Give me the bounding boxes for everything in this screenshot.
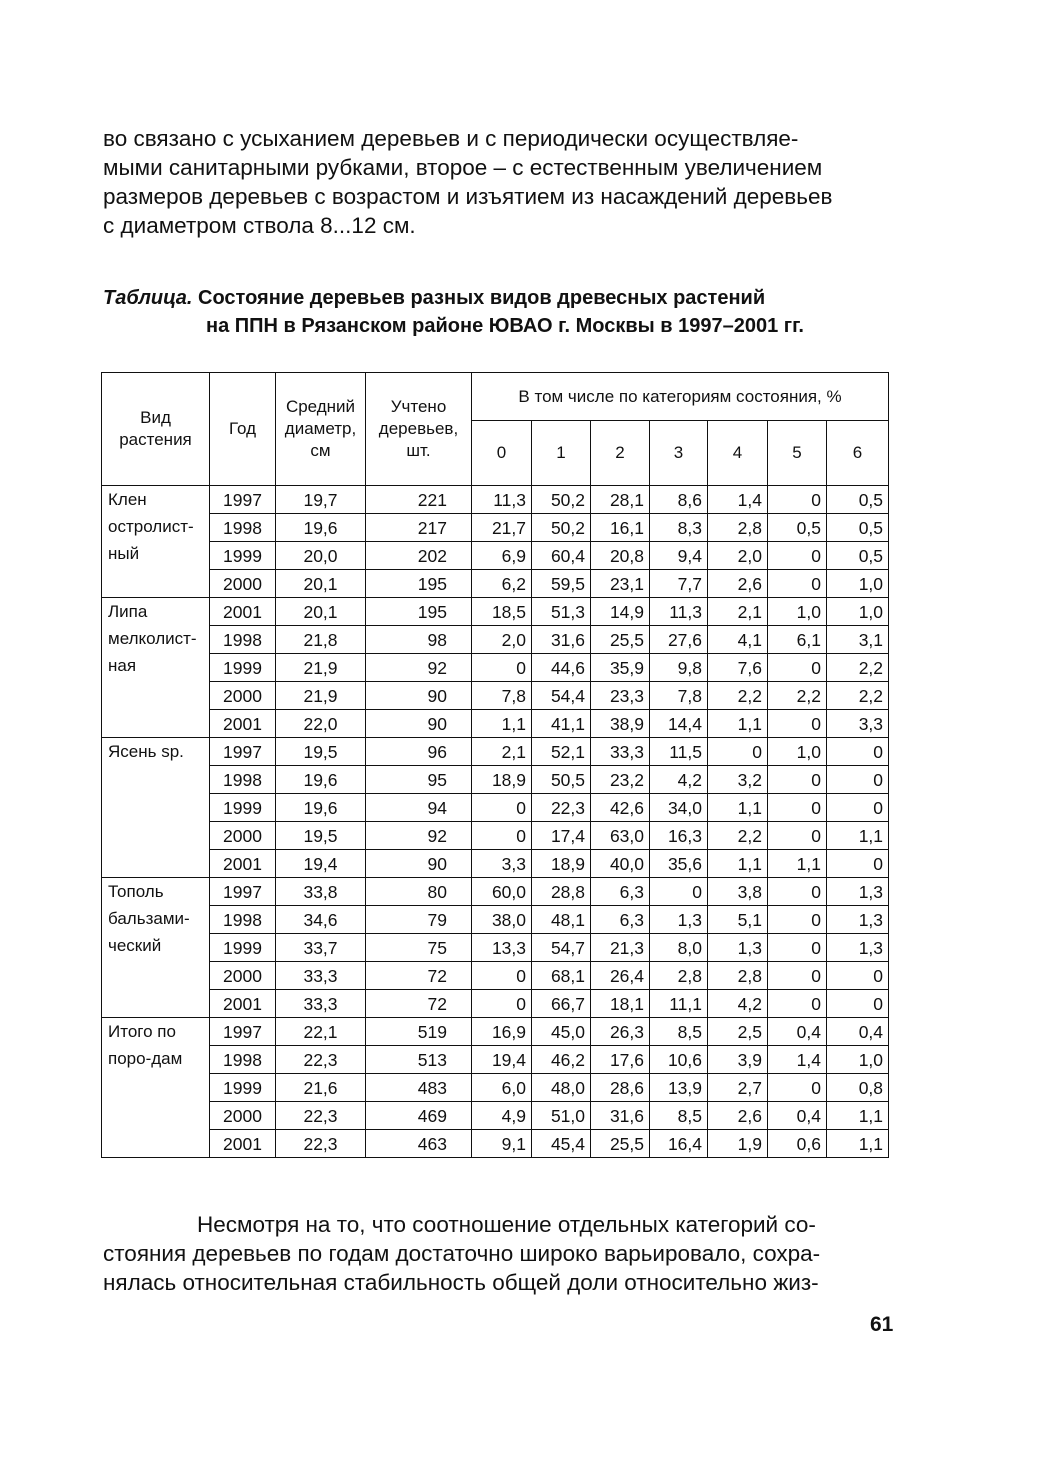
category-1-cell: 46,2: [532, 1046, 591, 1074]
year-cell: 1999: [210, 1074, 276, 1102]
diameter-cell: 20,1: [276, 570, 366, 598]
diameter-cell: 19,7: [276, 486, 366, 514]
count-cell: 96: [366, 738, 472, 766]
table-row: [102, 654, 889, 682]
category-6-cell: 0,8: [827, 1074, 889, 1102]
category-3-cell: 16,4: [650, 1130, 708, 1158]
caption-line-1: Состояние деревьев разных видов древесных растений: [198, 287, 766, 309]
diameter-cell: 21,6: [276, 1074, 366, 1102]
category-4-cell: 0: [708, 738, 768, 766]
category-0-cell: 16,9: [472, 1018, 532, 1046]
count-cell: 195: [366, 598, 472, 626]
category-6-cell: 2,2: [827, 682, 889, 710]
category-2-cell: 16,1: [591, 514, 650, 542]
category-2-cell: 6,3: [591, 878, 650, 906]
category-4-cell: 2,1: [708, 598, 768, 626]
category-3-cell: 9,8: [650, 654, 708, 682]
category-0-cell: 11,3: [472, 486, 532, 514]
header-diameter: Средний диаметр, см: [276, 373, 366, 486]
header-categories: В том числе по категориям состояния, %: [472, 373, 889, 421]
category-1-cell: 41,1: [532, 710, 591, 738]
category-1-cell: 59,5: [532, 570, 591, 598]
category-3-cell: 7,7: [650, 570, 708, 598]
category-6-cell: 0: [827, 738, 889, 766]
year-cell: 2000: [210, 1102, 276, 1130]
count-cell: 469: [366, 1102, 472, 1130]
header-category-3: 3: [650, 421, 708, 486]
category-1-cell: 68,1: [532, 962, 591, 990]
year-cell: 2000: [210, 570, 276, 598]
count-cell: 221: [366, 486, 472, 514]
year-cell: 1999: [210, 542, 276, 570]
category-0-cell: 0: [472, 990, 532, 1018]
table-row: [102, 822, 889, 850]
category-6-cell: 1,0: [827, 570, 889, 598]
category-4-cell: 2,2: [708, 682, 768, 710]
table-row: [102, 1102, 889, 1130]
category-2-cell: 40,0: [591, 850, 650, 878]
category-4-cell: 2,5: [708, 1018, 768, 1046]
category-2-cell: 17,6: [591, 1046, 650, 1074]
category-4-cell: 2,6: [708, 1102, 768, 1130]
category-6-cell: 1,0: [827, 598, 889, 626]
category-0-cell: 38,0: [472, 906, 532, 934]
year-cell: 2001: [210, 1130, 276, 1158]
category-2-cell: 63,0: [591, 822, 650, 850]
header-category-1: 1: [532, 421, 591, 486]
count-cell: 75: [366, 934, 472, 962]
table-row: [102, 962, 889, 990]
count-cell: 92: [366, 654, 472, 682]
header-count: Учтено деревьев, шт.: [366, 373, 472, 486]
table-row: [102, 1018, 889, 1046]
count-cell: 202: [366, 542, 472, 570]
text-line: с диаметром ствола 8...12 см.: [103, 213, 416, 238]
category-0-cell: 2,0: [472, 626, 532, 654]
category-0-cell: 1,1: [472, 710, 532, 738]
category-2-cell: 25,5: [591, 626, 650, 654]
category-3-cell: 34,0: [650, 794, 708, 822]
table-row: [102, 878, 889, 906]
category-0-cell: 0: [472, 794, 532, 822]
diameter-cell: 33,3: [276, 990, 366, 1018]
diameter-cell: 19,6: [276, 766, 366, 794]
year-cell: 1997: [210, 1018, 276, 1046]
count-cell: 483: [366, 1074, 472, 1102]
year-cell: 1997: [210, 486, 276, 514]
category-5-cell: 0: [768, 934, 827, 962]
year-cell: 1998: [210, 514, 276, 542]
category-3-cell: 1,3: [650, 906, 708, 934]
species-cell: Ясень sp.: [102, 738, 210, 878]
category-0-cell: 18,5: [472, 598, 532, 626]
count-cell: 90: [366, 710, 472, 738]
category-5-cell: 0: [768, 710, 827, 738]
diameter-cell: 22,0: [276, 710, 366, 738]
category-5-cell: 6,1: [768, 626, 827, 654]
category-6-cell: 0: [827, 990, 889, 1018]
category-5-cell: 0: [768, 570, 827, 598]
category-4-cell: 2,0: [708, 542, 768, 570]
diameter-cell: 21,9: [276, 682, 366, 710]
category-2-cell: 33,3: [591, 738, 650, 766]
category-1-cell: 18,9: [532, 850, 591, 878]
category-2-cell: 23,3: [591, 682, 650, 710]
category-6-cell: 0: [827, 962, 889, 990]
category-1-cell: 22,3: [532, 794, 591, 822]
category-1-cell: 54,4: [532, 682, 591, 710]
category-3-cell: 8,5: [650, 1102, 708, 1130]
category-0-cell: 6,9: [472, 542, 532, 570]
category-3-cell: 11,1: [650, 990, 708, 1018]
category-5-cell: 1,0: [768, 738, 827, 766]
category-5-cell: 0: [768, 822, 827, 850]
category-4-cell: 4,1: [708, 626, 768, 654]
text-line: стояния деревьев по годам достаточно широко варьировало, сохра-: [103, 1241, 821, 1266]
category-0-cell: 6,0: [472, 1074, 532, 1102]
category-6-cell: 1,3: [827, 878, 889, 906]
diameter-cell: 33,7: [276, 934, 366, 962]
category-4-cell: 2,8: [708, 962, 768, 990]
category-0-cell: 3,3: [472, 850, 532, 878]
table-row: [102, 682, 889, 710]
category-5-cell: 0: [768, 766, 827, 794]
diameter-cell: 34,6: [276, 906, 366, 934]
tree-condition-table: [101, 372, 889, 1158]
text-line: Несмотря на то, что соотношение отдельных категорий со-: [197, 1212, 816, 1237]
year-cell: 2000: [210, 822, 276, 850]
category-4-cell: 1,3: [708, 934, 768, 962]
category-5-cell: 0,5: [768, 514, 827, 542]
category-1-cell: 50,2: [532, 486, 591, 514]
category-2-cell: 6,3: [591, 906, 650, 934]
category-2-cell: 26,4: [591, 962, 650, 990]
category-6-cell: 0,5: [827, 514, 889, 542]
count-cell: 519: [366, 1018, 472, 1046]
category-3-cell: 7,8: [650, 682, 708, 710]
diameter-cell: 22,3: [276, 1046, 366, 1074]
year-cell: 2001: [210, 710, 276, 738]
category-4-cell: 1,9: [708, 1130, 768, 1158]
category-3-cell: 14,4: [650, 710, 708, 738]
header-category-5: 5: [768, 421, 827, 486]
diameter-cell: 33,8: [276, 878, 366, 906]
count-cell: 94: [366, 794, 472, 822]
category-3-cell: 27,6: [650, 626, 708, 654]
category-1-cell: 45,4: [532, 1130, 591, 1158]
species-cell: Итого по поро-дам: [102, 1018, 210, 1158]
year-cell: 2001: [210, 850, 276, 878]
category-6-cell: 1,0: [827, 1046, 889, 1074]
year-cell: 1997: [210, 738, 276, 766]
category-2-cell: 42,6: [591, 794, 650, 822]
category-1-cell: 31,6: [532, 626, 591, 654]
category-3-cell: 13,9: [650, 1074, 708, 1102]
diameter-cell: 21,8: [276, 626, 366, 654]
category-0-cell: 21,7: [472, 514, 532, 542]
category-2-cell: 31,6: [591, 1102, 650, 1130]
category-1-cell: 52,1: [532, 738, 591, 766]
category-2-cell: 18,1: [591, 990, 650, 1018]
category-0-cell: 0: [472, 822, 532, 850]
category-0-cell: 18,9: [472, 766, 532, 794]
year-cell: 1998: [210, 1046, 276, 1074]
table-row: [102, 990, 889, 1018]
category-2-cell: 21,3: [591, 934, 650, 962]
category-1-cell: 51,3: [532, 598, 591, 626]
category-2-cell: 23,2: [591, 766, 650, 794]
year-cell: 2000: [210, 962, 276, 990]
category-0-cell: 2,1: [472, 738, 532, 766]
category-0-cell: 4,9: [472, 1102, 532, 1130]
category-6-cell: 3,3: [827, 710, 889, 738]
category-0-cell: 7,8: [472, 682, 532, 710]
diameter-cell: 19,6: [276, 794, 366, 822]
count-cell: 90: [366, 850, 472, 878]
category-1-cell: 44,6: [532, 654, 591, 682]
year-cell: 1999: [210, 934, 276, 962]
year-cell: 2000: [210, 682, 276, 710]
count-cell: 72: [366, 990, 472, 1018]
category-1-cell: 60,4: [532, 542, 591, 570]
caption-line-2: на ППН в Рязанском районе ЮВАО г. Москвы в 1997–2001 гг.: [206, 315, 804, 337]
year-cell: 1999: [210, 654, 276, 682]
category-6-cell: 0,4: [827, 1018, 889, 1046]
table-row: [102, 514, 889, 542]
category-3-cell: 35,6: [650, 850, 708, 878]
text-line: нялась относительная стабильность общей доли относительно жиз-: [103, 1270, 819, 1295]
year-cell: 1997: [210, 878, 276, 906]
category-4-cell: 1,1: [708, 710, 768, 738]
category-4-cell: 5,1: [708, 906, 768, 934]
header-year: Год: [210, 373, 276, 486]
category-1-cell: 17,4: [532, 822, 591, 850]
category-5-cell: 0,4: [768, 1102, 827, 1130]
diameter-cell: 20,0: [276, 542, 366, 570]
table-caption: [103, 284, 893, 340]
diameter-cell: 19,6: [276, 514, 366, 542]
category-5-cell: 0,6: [768, 1130, 827, 1158]
category-0-cell: 6,2: [472, 570, 532, 598]
page-number: 61: [870, 1313, 894, 1336]
category-5-cell: 1,4: [768, 1046, 827, 1074]
count-cell: 92: [366, 822, 472, 850]
category-1-cell: 48,0: [532, 1074, 591, 1102]
category-4-cell: 7,6: [708, 654, 768, 682]
category-6-cell: 1,1: [827, 1102, 889, 1130]
category-3-cell: 4,2: [650, 766, 708, 794]
count-cell: 195: [366, 570, 472, 598]
category-4-cell: 3,8: [708, 878, 768, 906]
table-row: [102, 542, 889, 570]
diameter-cell: 22,1: [276, 1018, 366, 1046]
category-6-cell: 2,2: [827, 654, 889, 682]
category-0-cell: 13,3: [472, 934, 532, 962]
category-6-cell: 0: [827, 766, 889, 794]
category-5-cell: 0: [768, 654, 827, 682]
table-row: [102, 1074, 889, 1102]
table-row: [102, 850, 889, 878]
category-0-cell: 9,1: [472, 1130, 532, 1158]
category-3-cell: 11,5: [650, 738, 708, 766]
count-cell: 90: [366, 682, 472, 710]
category-4-cell: 2,8: [708, 514, 768, 542]
count-cell: 217: [366, 514, 472, 542]
category-3-cell: 10,6: [650, 1046, 708, 1074]
category-5-cell: 0: [768, 486, 827, 514]
table-row: [102, 906, 889, 934]
category-4-cell: 1,1: [708, 794, 768, 822]
species-cell: Липа мелколист-ная: [102, 598, 210, 738]
text-line: мыми санитарными рубками, второе – с естественным увеличением: [103, 155, 823, 180]
category-2-cell: 20,8: [591, 542, 650, 570]
paragraph-bottom: [103, 1210, 893, 1297]
category-6-cell: 1,3: [827, 934, 889, 962]
category-5-cell: 0: [768, 542, 827, 570]
category-0-cell: 0: [472, 962, 532, 990]
category-2-cell: 35,9: [591, 654, 650, 682]
category-4-cell: 1,1: [708, 850, 768, 878]
category-3-cell: 8,5: [650, 1018, 708, 1046]
category-5-cell: 1,0: [768, 598, 827, 626]
category-3-cell: 9,4: [650, 542, 708, 570]
category-1-cell: 66,7: [532, 990, 591, 1018]
category-4-cell: 4,2: [708, 990, 768, 1018]
category-3-cell: 16,3: [650, 822, 708, 850]
year-cell: 2001: [210, 990, 276, 1018]
category-5-cell: 0: [768, 906, 827, 934]
category-2-cell: 23,1: [591, 570, 650, 598]
category-3-cell: 8,6: [650, 486, 708, 514]
table-row: [102, 570, 889, 598]
count-cell: 79: [366, 906, 472, 934]
caption-label: Таблица.: [103, 287, 193, 309]
year-cell: 1998: [210, 766, 276, 794]
category-1-cell: 50,5: [532, 766, 591, 794]
diameter-cell: 22,3: [276, 1130, 366, 1158]
count-cell: 98: [366, 626, 472, 654]
category-4-cell: 2,7: [708, 1074, 768, 1102]
category-5-cell: 0: [768, 1074, 827, 1102]
count-cell: 72: [366, 962, 472, 990]
table-row: [102, 626, 889, 654]
category-4-cell: 1,4: [708, 486, 768, 514]
header-species: Вид растения: [102, 373, 210, 486]
category-3-cell: 8,0: [650, 934, 708, 962]
category-6-cell: 0,5: [827, 542, 889, 570]
category-5-cell: 1,1: [768, 850, 827, 878]
table-header: [102, 373, 889, 486]
year-cell: 1999: [210, 794, 276, 822]
count-cell: 95: [366, 766, 472, 794]
category-3-cell: 0: [650, 878, 708, 906]
category-2-cell: 38,9: [591, 710, 650, 738]
header-category-2: 2: [591, 421, 650, 486]
category-2-cell: 28,6: [591, 1074, 650, 1102]
category-3-cell: 11,3: [650, 598, 708, 626]
category-2-cell: 28,1: [591, 486, 650, 514]
table-row: [102, 598, 889, 626]
table-row: [102, 738, 889, 766]
category-4-cell: 2,6: [708, 570, 768, 598]
table-body: [102, 486, 889, 1158]
diameter-cell: 19,5: [276, 822, 366, 850]
diameter-cell: 22,3: [276, 1102, 366, 1130]
category-5-cell: 0,4: [768, 1018, 827, 1046]
category-2-cell: 14,9: [591, 598, 650, 626]
category-5-cell: 0: [768, 794, 827, 822]
text-line: размеров деревьев с возрастом и изъятием из насаждений деревьев: [103, 184, 833, 209]
category-1-cell: 48,1: [532, 906, 591, 934]
year-cell: 1998: [210, 906, 276, 934]
category-5-cell: 0: [768, 878, 827, 906]
year-cell: 1998: [210, 626, 276, 654]
category-1-cell: 51,0: [532, 1102, 591, 1130]
count-cell: 513: [366, 1046, 472, 1074]
species-cell: Тополь бальзами-ческий: [102, 878, 210, 1018]
category-4-cell: 3,2: [708, 766, 768, 794]
category-1-cell: 28,8: [532, 878, 591, 906]
count-cell: 463: [366, 1130, 472, 1158]
category-2-cell: 26,3: [591, 1018, 650, 1046]
table-row: [102, 766, 889, 794]
category-2-cell: 25,5: [591, 1130, 650, 1158]
category-0-cell: 60,0: [472, 878, 532, 906]
category-0-cell: 19,4: [472, 1046, 532, 1074]
table-row: [102, 710, 889, 738]
diameter-cell: 20,1: [276, 598, 366, 626]
category-0-cell: 0: [472, 654, 532, 682]
table-row: [102, 934, 889, 962]
category-6-cell: 1,1: [827, 1130, 889, 1158]
count-cell: 80: [366, 878, 472, 906]
category-6-cell: 0,5: [827, 486, 889, 514]
category-1-cell: 50,2: [532, 514, 591, 542]
category-4-cell: 2,2: [708, 822, 768, 850]
category-6-cell: 1,1: [827, 822, 889, 850]
diameter-cell: 19,5: [276, 738, 366, 766]
category-3-cell: 2,8: [650, 962, 708, 990]
category-1-cell: 54,7: [532, 934, 591, 962]
table-row: [102, 1130, 889, 1158]
category-6-cell: 3,1: [827, 626, 889, 654]
header-category-6: 6: [827, 421, 889, 486]
year-cell: 2001: [210, 598, 276, 626]
category-5-cell: 0: [768, 962, 827, 990]
header-category-4: 4: [708, 421, 768, 486]
table-row: [102, 1046, 889, 1074]
diameter-cell: 33,3: [276, 962, 366, 990]
species-cell: Клен остролист-ный: [102, 486, 210, 598]
category-5-cell: 2,2: [768, 682, 827, 710]
table-row: [102, 486, 889, 514]
category-5-cell: 0: [768, 990, 827, 1018]
text-line: во связано с усыханием деревьев и с периодически осуществляе-: [103, 126, 799, 151]
table-row: [102, 794, 889, 822]
category-4-cell: 3,9: [708, 1046, 768, 1074]
diameter-cell: 21,9: [276, 654, 366, 682]
category-6-cell: 1,3: [827, 906, 889, 934]
paragraph-top: [103, 124, 893, 240]
header-category-0: 0: [472, 421, 532, 486]
category-6-cell: 0: [827, 850, 889, 878]
category-1-cell: 45,0: [532, 1018, 591, 1046]
category-6-cell: 0: [827, 794, 889, 822]
category-3-cell: 8,3: [650, 514, 708, 542]
diameter-cell: 19,4: [276, 850, 366, 878]
